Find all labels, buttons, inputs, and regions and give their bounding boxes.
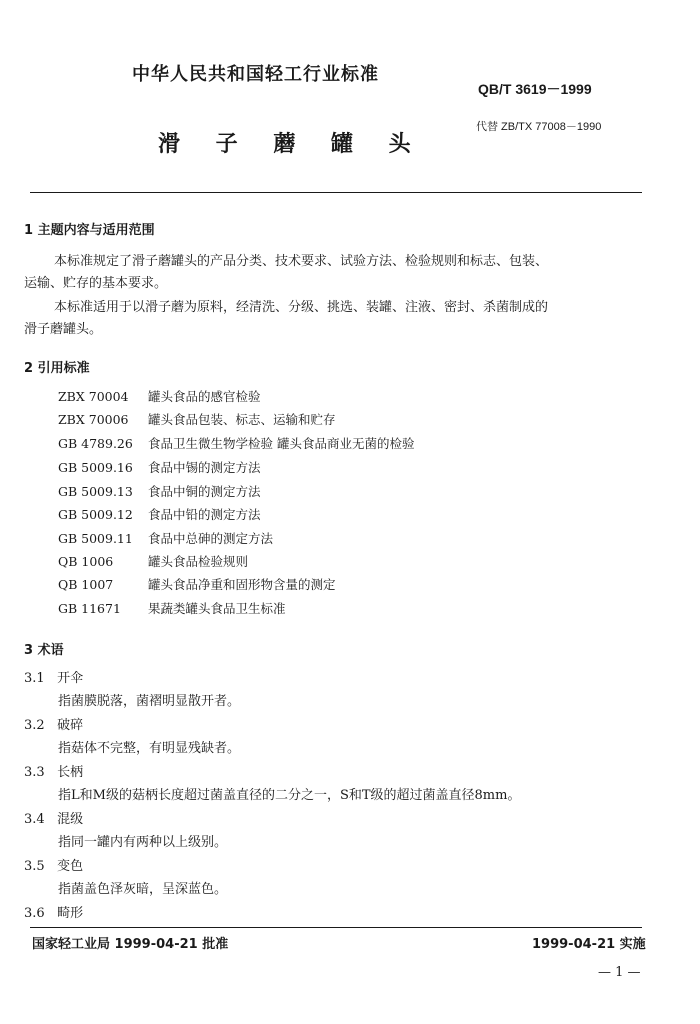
reference-item (58, 529, 273, 547)
reference-name: 罐头食品的感官检验 (148, 389, 261, 404)
reference-name: 食品中铜的测定方法 (148, 484, 261, 499)
reference-code: QB 1007 (58, 577, 114, 592)
term-name: 长柄 (57, 765, 84, 780)
reference-item (58, 410, 336, 428)
reference-item (58, 575, 336, 593)
reference-item (58, 458, 261, 476)
reference-code: ZBX 70004 (58, 389, 129, 404)
term-heading (24, 761, 83, 780)
term-number: 3.1 (24, 671, 45, 686)
reference-item (58, 482, 261, 500)
term-number: 3.2 (24, 718, 45, 733)
reference-code: GB 11671 (58, 601, 121, 616)
replaces-standard: 代替 ZB/TX 77008－1990 (476, 121, 602, 133)
term-number: 3.6 (24, 906, 45, 921)
reference-item (58, 387, 261, 405)
issuing-organization: 中华人民共和国轻工行业标准 (132, 64, 379, 85)
reference-name: 罐头食品包装、标志、运输和贮存 (148, 412, 336, 427)
reference-item (58, 434, 414, 452)
term-number: 3.5 (24, 859, 45, 874)
section-1-para-1-line-1: 本标准规定了滑子蘑罐头的产品分类、技术要求、试验方法、检验规则和标志、包装、 (54, 254, 549, 269)
reference-code: GB 5009.11 (58, 531, 133, 546)
document-title: 滑 子 蘑 罐 头 (158, 132, 425, 157)
reference-item (58, 599, 286, 617)
term-definition: 指菇体不完整，有明显残缺者。 (58, 741, 241, 756)
reference-name: 食品中总砷的测定方法 (148, 531, 274, 546)
section-1-para-2-line-1: 本标准适用于以滑子蘑为原料，经清洗、分级、挑选、装罐、注液、密封、杀菌制成的 (54, 300, 549, 315)
term-definition: 指L和M级的菇柄长度超过菌盖直径的二分之一，S和T级的超过菌盖直径8mm。 (58, 788, 521, 803)
reference-code: GB 5009.12 (58, 507, 133, 522)
page-number: — 1 — (598, 965, 641, 980)
term-name: 破碎 (57, 718, 84, 733)
reference-name: 食品卫生微生物学检验 罐头食品商业无菌的检验 (148, 436, 415, 451)
reference-name: 罐头食品净重和固形物含量的测定 (148, 577, 336, 592)
term-definition: 指同一罐内有两种以上级别。 (58, 835, 228, 850)
term-name: 混级 (57, 812, 84, 827)
reference-name: 果蔬类罐头食品卫生标准 (148, 601, 286, 616)
standard-code: QB/T 3619－1999 (478, 81, 592, 97)
term-number: 3.4 (24, 812, 45, 827)
reference-name: 食品中铅的测定方法 (148, 507, 261, 522)
reference-item (58, 505, 261, 523)
term-number: 3.3 (24, 765, 45, 780)
reference-name: 食品中锡的测定方法 (148, 460, 261, 475)
implementation-line: 1999-04-21 实施 (532, 937, 646, 952)
reference-code: QB 1006 (58, 554, 114, 569)
reference-code: ZBX 70006 (58, 412, 129, 427)
term-heading (24, 902, 83, 921)
section-1-para-2-line-2: 滑子蘑罐头。 (24, 322, 103, 337)
term-name: 畸形 (57, 906, 84, 921)
section-1-heading: 1 主题内容与适用范围 (24, 223, 155, 238)
footer-divider (30, 927, 642, 928)
term-heading (24, 855, 83, 874)
term-heading (24, 714, 83, 733)
section-3-heading: 3 术语 (24, 643, 64, 658)
term-definition: 指菌膜脱落，菌褶明显散开者。 (58, 694, 241, 709)
reference-code: GB 5009.16 (58, 460, 133, 475)
section-2-heading: 2 引用标准 (24, 361, 90, 376)
term-name: 变色 (57, 859, 84, 874)
term-heading (24, 667, 83, 686)
reference-code: GB 4789.26 (58, 436, 133, 451)
reference-item (58, 552, 248, 570)
header-divider (30, 192, 642, 193)
term-definition: 指菌盖色泽灰暗，呈深蓝色。 (58, 882, 228, 897)
section-1-para-1-line-2: 运输、贮存的基本要求。 (24, 276, 168, 291)
reference-code: GB 5009.13 (58, 484, 133, 499)
term-heading (24, 808, 83, 827)
term-name: 开伞 (57, 671, 84, 686)
approval-line: 国家轻工业局 1999-04-21 批准 (32, 937, 229, 952)
reference-name: 罐头食品检验规则 (148, 554, 249, 569)
